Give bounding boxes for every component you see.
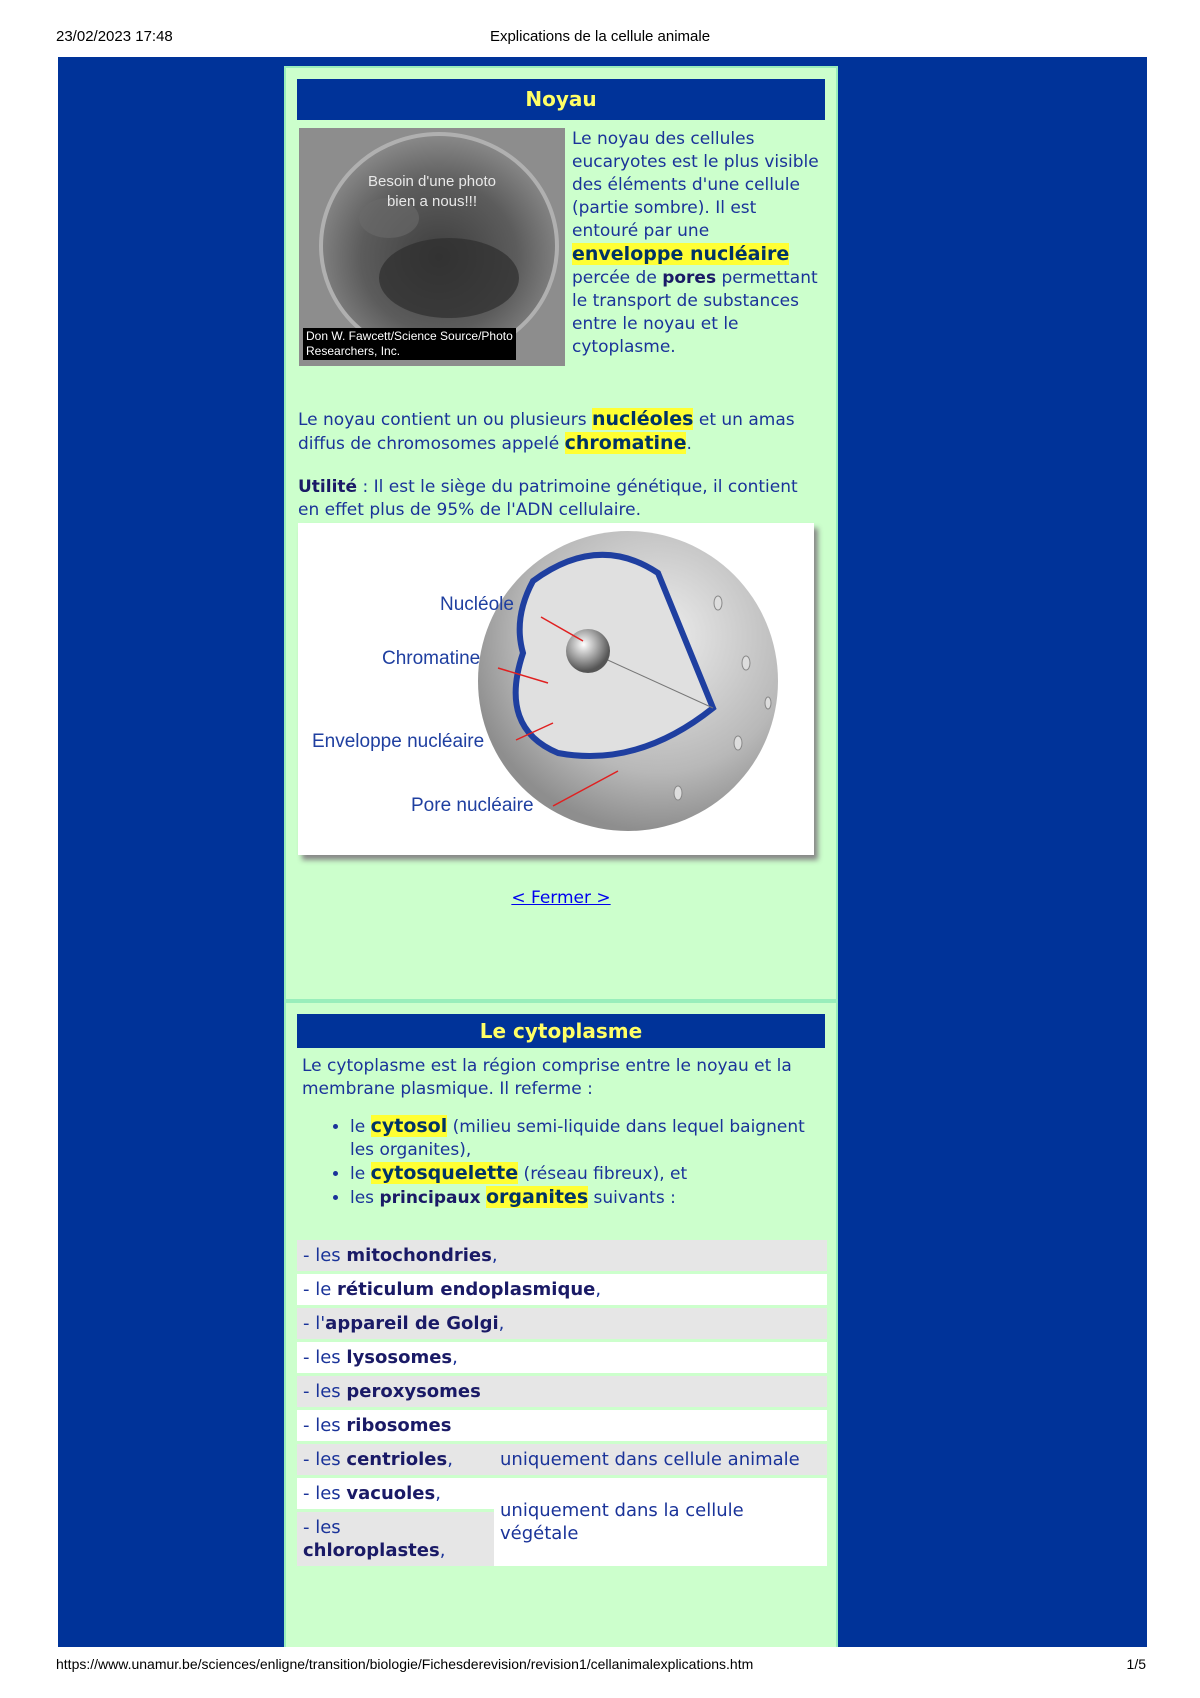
close-link[interactable]: < Fermer > bbox=[511, 888, 611, 908]
term-nucleoles: nucléoles bbox=[591, 408, 694, 430]
note-animal: uniquement dans cellule animale bbox=[494, 1444, 827, 1475]
table-row: - les centrioles, uniquement dans cellule animale bbox=[297, 1444, 827, 1475]
term-organites: organites bbox=[485, 1186, 589, 1208]
utilite-label: Utilité bbox=[298, 477, 358, 497]
label-chromatine: Chromatine bbox=[382, 648, 481, 669]
term-enveloppe: enveloppe nucléaire bbox=[572, 243, 790, 265]
photo-credit: Don W. Fawcett/Science Source/Photo Researchers, Inc. bbox=[303, 328, 516, 360]
table-row: - les mitochondries, bbox=[297, 1240, 827, 1271]
table-row: - les chloroplastes, bbox=[297, 1512, 827, 1566]
cytoplasme-intro: Le cytoplasme est la région comprise entre le noyau et la membrane plasmique. Il referme : bbox=[302, 1056, 792, 1099]
list-item: • le cytosol (milieu semi-liquide dans lequel baignent les organites), bbox=[350, 1115, 830, 1162]
table-row: - l'appareil de Golgi, bbox=[297, 1308, 827, 1339]
cytoplasme-list bbox=[320, 1115, 830, 1210]
print-title: Explications de la cellule animale bbox=[489, 28, 711, 45]
nucleus-diagram-image bbox=[298, 523, 814, 855]
table-row: - le réticulum endoplasmique, bbox=[297, 1274, 827, 1305]
table-row: - les ribosomes bbox=[297, 1410, 827, 1441]
noyau-description: Le noyau des cellules eucaryotes est le plus visible des éléments d'une cellule (partie sombre). Il est entouré par une enveloppe nucléaire percée de pores permettant le transport de substances entre le noyau et le cytoplasme. bbox=[572, 129, 819, 357]
nucleus-photo bbox=[299, 128, 565, 366]
print-url: https://www.unamur.be/sciences/enligne/transition/biologie/Fichesderevision/revision1/cellanimalexplications.htm bbox=[56, 1656, 754, 1672]
list-item: • les principaux organites suivants : bbox=[350, 1186, 830, 1210]
cytoplasme-panel bbox=[284, 1001, 838, 1647]
term-pores: pores bbox=[662, 268, 717, 288]
label-enveloppe: Enveloppe nucléaire bbox=[312, 731, 485, 752]
term-cytosquelette: cytosquelette bbox=[370, 1162, 519, 1184]
list-item: • le cytosquelette (réseau fibreux), et bbox=[350, 1162, 830, 1186]
noyau-contains: Le noyau contient un ou plusieurs nucléoles et un amas diffus de chromosomes appelé chromatine. bbox=[298, 408, 795, 454]
organites-table bbox=[297, 1237, 827, 1569]
label-nucleole: Nucléole bbox=[440, 594, 514, 615]
noyau-panel bbox=[284, 66, 838, 1001]
page-number: 1/5 bbox=[1126, 1656, 1146, 1672]
note-vegetal: uniquement dans la cellule végétale bbox=[494, 1478, 827, 1566]
nucleus-diagram bbox=[298, 523, 814, 855]
term-cytosol: cytosol bbox=[370, 1115, 448, 1137]
table-row: - les peroxysomes bbox=[297, 1376, 827, 1407]
table-row: - les vacuoles, uniquement dans la cellule végétale bbox=[297, 1478, 827, 1509]
table-row: - les lysosomes, bbox=[297, 1342, 827, 1373]
label-pore: Pore nucléaire bbox=[411, 795, 534, 816]
photo-overlay-text: Besoin d'une photo bien a nous!!! bbox=[368, 173, 496, 210]
cytoplasme-title: Le cytoplasme bbox=[297, 1014, 825, 1048]
term-chromatine: chromatine bbox=[564, 432, 687, 454]
noyau-title: Noyau bbox=[297, 79, 825, 120]
print-date: 23/02/2023 17:48 bbox=[56, 28, 173, 45]
noyau-utilite: Utilité : Il est le siège du patrimoine génétique, il contient en effet plus de 95% de l'ADN cellulaire. bbox=[298, 477, 798, 520]
